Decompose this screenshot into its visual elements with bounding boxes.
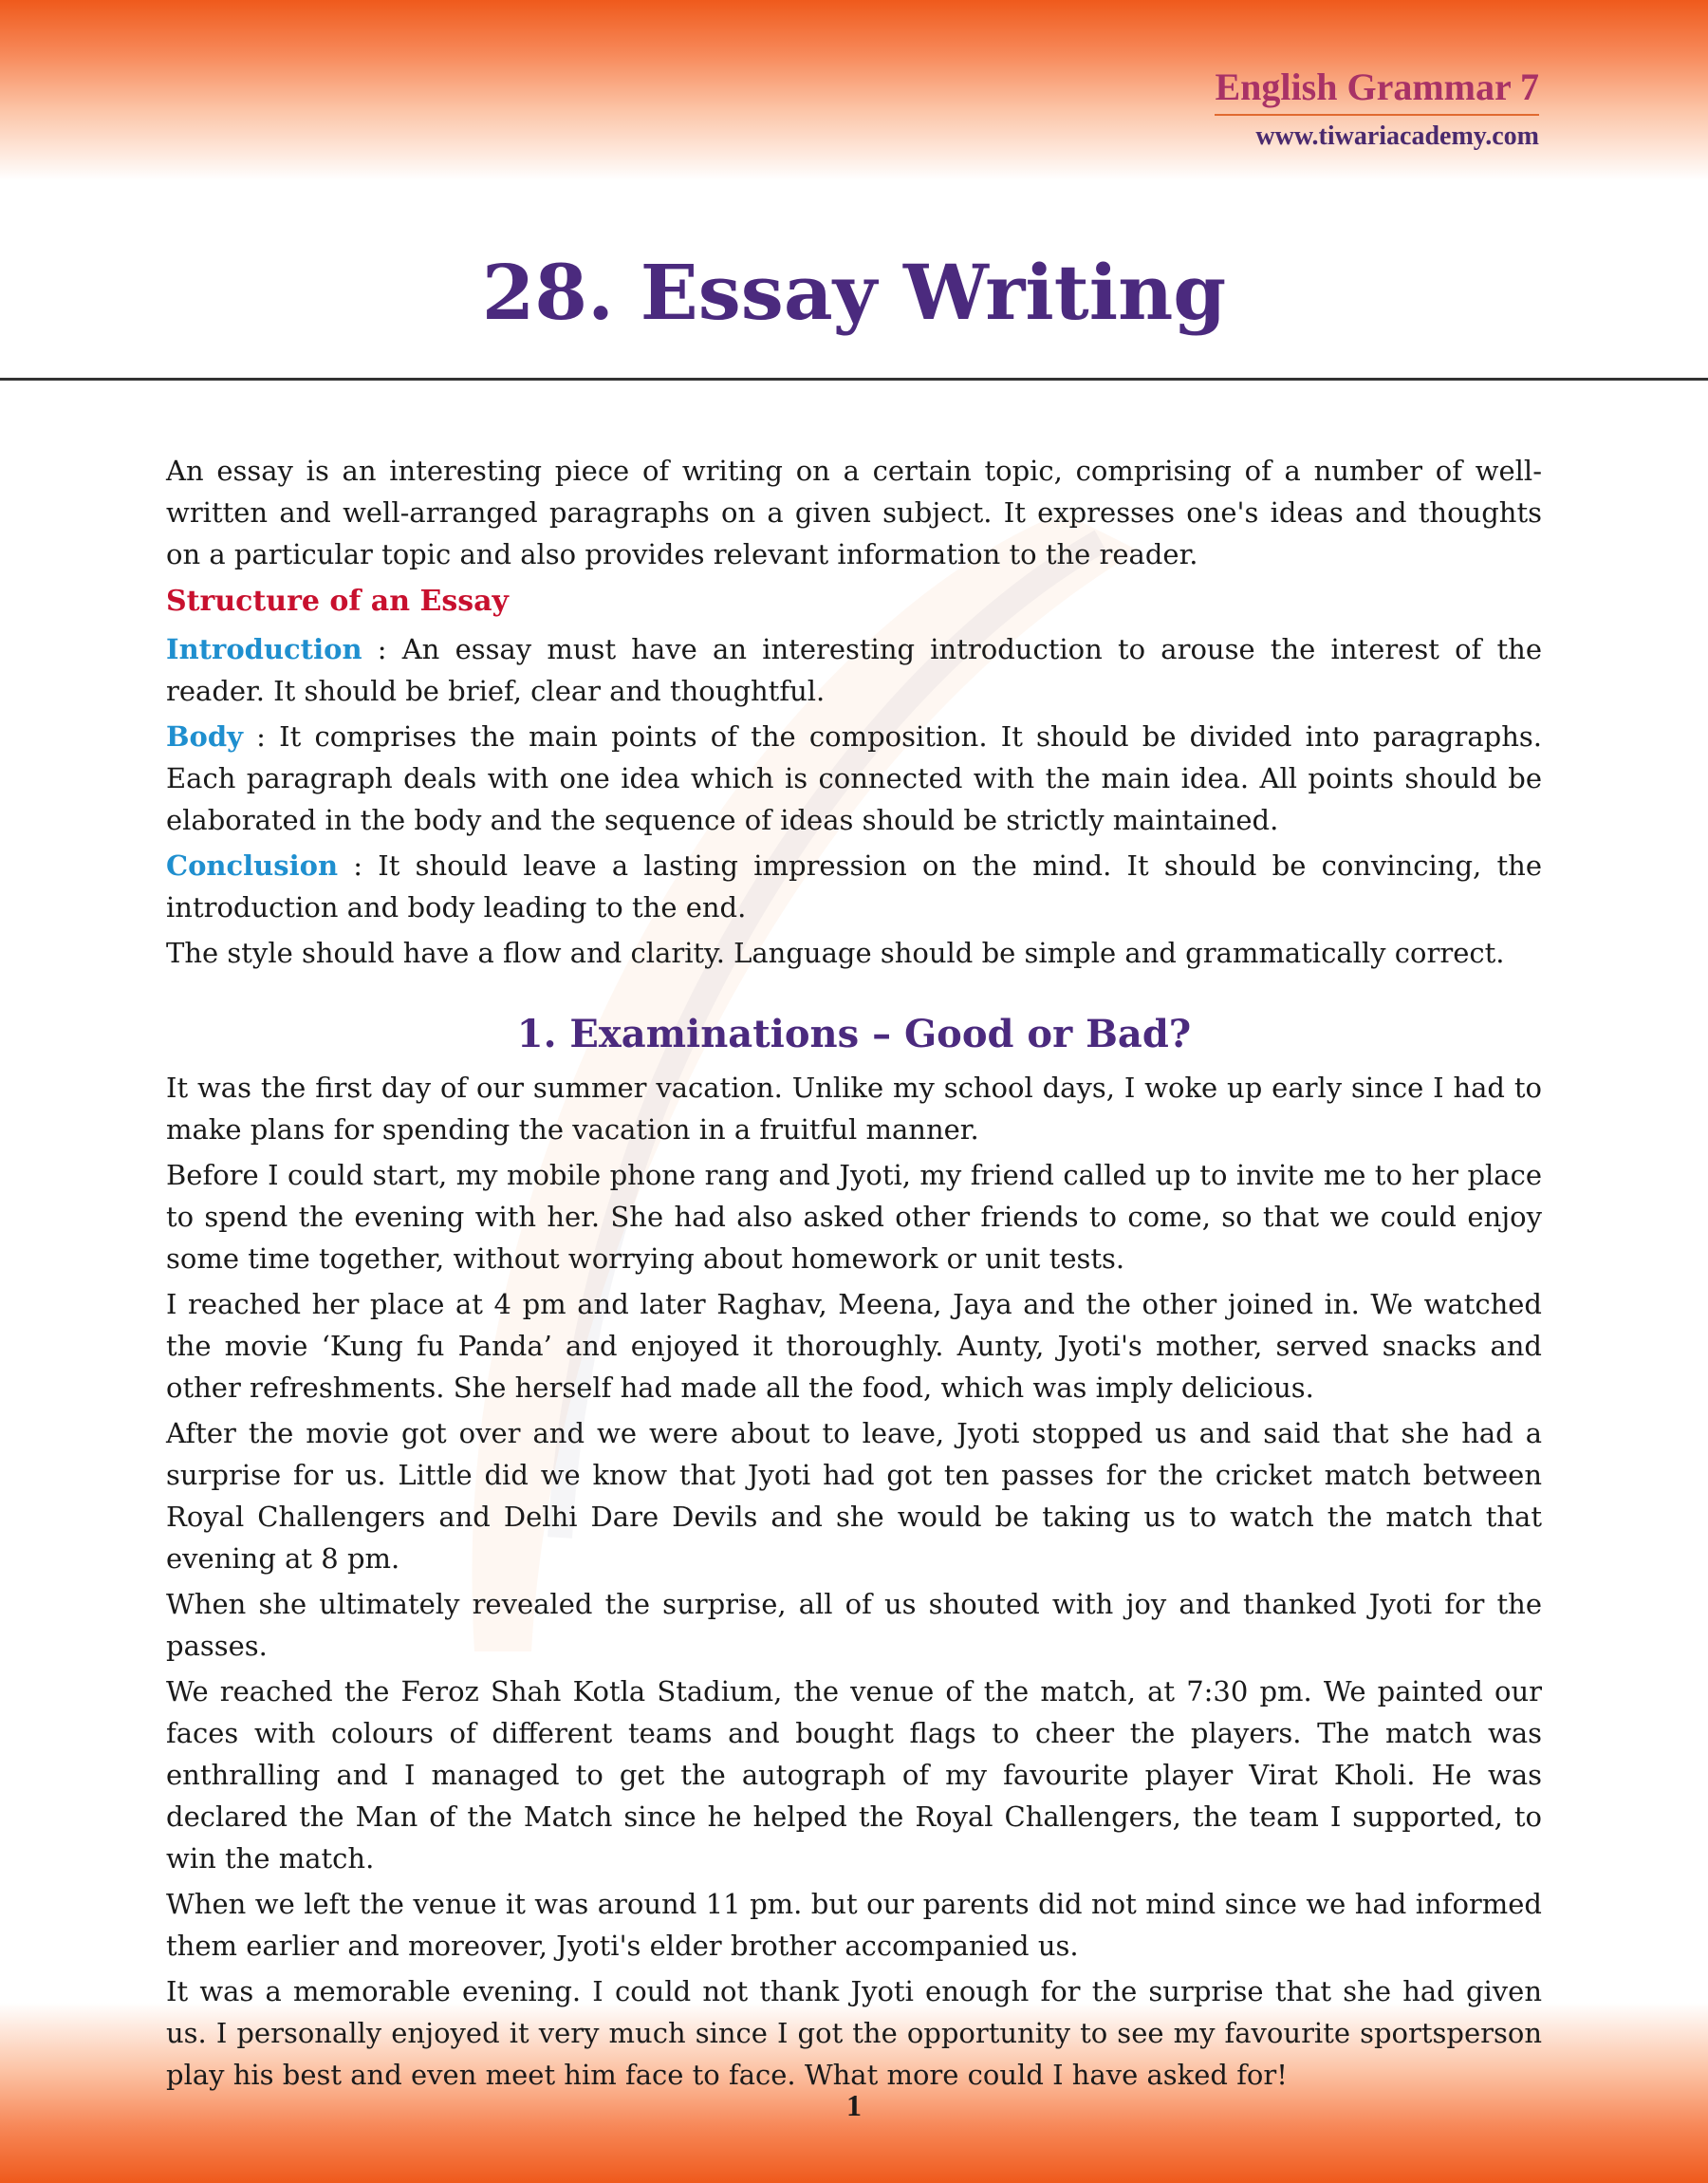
title-divider	[0, 378, 1708, 381]
essay-paragraph: Before I could start, my mobile phone rang and Jyoti, my friend called up to invite me to her place to spend the evening with her. She had also asked other friends to come, so that we could enjoy some time together, without worrying about homework or unit tests.	[166, 1159, 1542, 1275]
term-body: Body	[166, 720, 243, 753]
structure-introduction	[166, 628, 1542, 712]
essay-paragraph: It was the first day of our summer vacation. Unlike my school days, I woke up early since I had to make plans for spending the vacation in a fruitful manner.	[166, 1072, 1542, 1146]
essay-paragraph: I reached her place at 4 pm and later Raghav, Meena, Jaya and the other joined in. We watched the movie ‘Kung fu Panda’ and enjoyed it thoroughly. Aunty, Jyoti's mother, served snacks and other refreshments. She herself had made all the food, which was imply delicious.	[166, 1288, 1542, 1404]
structure-introduction-text: : An essay must have an interesting introduction to arouse the interest of the reader. It should be brief, clear and thoughtful.	[166, 633, 1542, 707]
essay-paragraph: When she ultimately revealed the surprise, all of us shouted with joy and thanked Jyoti for the passes.	[166, 1588, 1542, 1662]
structure-body	[166, 716, 1542, 841]
essay-paragraph: It was a memorable evening. I could not thank Jyoti enough for the surprise that she had given us. I personally enjoyed it very much since I got the opportunity to see my favourite sportsperson play his best and even meet him face to face. What more could I have asked for!	[166, 1975, 1542, 2091]
term-introduction: Introduction	[166, 633, 362, 665]
intro-paragraph: An essay is an interesting piece of writing on a certain topic, comprising of a number of well-written and well-arranged paragraphs on a given subject. It expresses one's ideas and thoughts on a particular topic and also provides relevant information to the reader.	[166, 455, 1542, 570]
structure-conclusion	[166, 845, 1542, 928]
header-brand	[1215, 66, 1539, 152]
term-conclusion: Conclusion	[166, 849, 339, 882]
style-note: The style should have a flow and clarity. Language should be simple and grammatically correct.	[166, 937, 1505, 969]
page-number: 1	[846, 2088, 862, 2122]
essay-paragraph: After the movie got over and we were about to leave, Jyoti stopped us and said that she had a surprise for us. Little did we know that Jyoti had got ten passes for the cricket match between Royal Challengers and Delhi Dare Devils and she would be taking us to watch the match that evening at 8 pm.	[166, 1417, 1542, 1575]
essay-title: 1. Examinations – Good or Bad?	[516, 1012, 1192, 1056]
essay-paragraph: When we left the venue it was around 11 pm. but our parents did not mind since we had informed them earlier and moreover, Jyoti's elder brother accompanied us.	[166, 1888, 1542, 1962]
essay-paragraph: We reached the Feroz Shah Kotla Stadium, the venue of the match, at 7:30 pm. We painted our faces with colours of different teams and bought flags to cheer the players. The match was enthralling and I managed to get the autograph of my favourite player Virat Kholi. He was declared the Man of the Match since he helped the Royal Challengers, the team I supported, to win the match.	[166, 1675, 1542, 1875]
structure-body-text: : It comprises the main points of the composition. It should be divided into paragraphs. Each paragraph deals with one idea which is connected with the main idea. All points should be elaborated in the body and the sequence of ideas should be strictly maintained.	[166, 720, 1542, 836]
website-url[interactable]: www.tiwariacademy.com	[1255, 121, 1539, 151]
book-title: English Grammar 7	[1215, 66, 1539, 116]
page-title: 28. Essay Writing	[481, 248, 1227, 337]
structure-conclusion-text: : It should leave a lasting impression on the mind. It should be convincing, the introduction and body leading to the end.	[166, 849, 1542, 924]
structure-heading: Structure of an Essay	[166, 585, 509, 618]
page-content	[166, 450, 1542, 2099]
